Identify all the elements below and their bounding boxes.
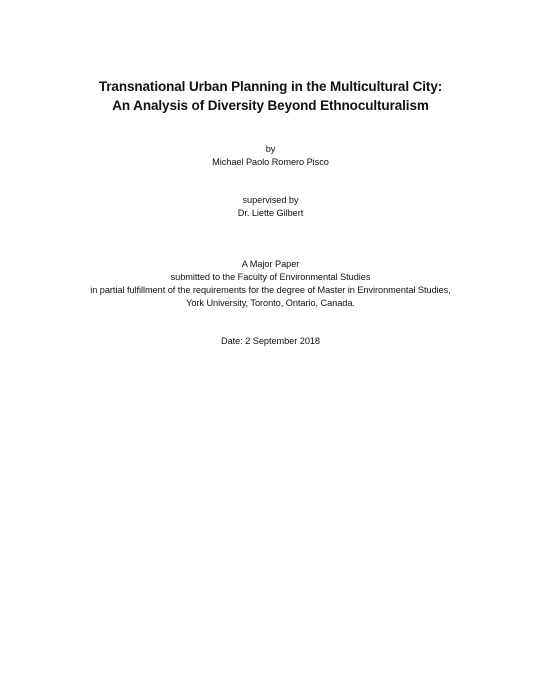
by-label: by <box>265 144 276 154</box>
title-line-1: Transnational Urban Planning in the Multicultural City: <box>98 79 443 94</box>
document-date: Date: 2 September 2018 <box>220 336 320 346</box>
submission-line-2: in partial fulfillment of the requirements for the degree of Master in Environmental Studies, <box>90 285 451 295</box>
supervisor-name: Dr. Liette Gilbert <box>237 208 304 218</box>
author-name: Michael Paolo Romero Pisco <box>212 157 329 167</box>
submission-line-3: York University, Toronto, Ontario, Canada. <box>186 298 355 308</box>
title-line-2: An Analysis of Diversity Beyond Ethnoculturalism <box>112 98 429 113</box>
submission-line-1: submitted to the Faculty of Environmental Studies <box>170 272 371 282</box>
paper-type: A Major Paper <box>241 259 300 269</box>
supervised-label: supervised by <box>242 195 299 205</box>
